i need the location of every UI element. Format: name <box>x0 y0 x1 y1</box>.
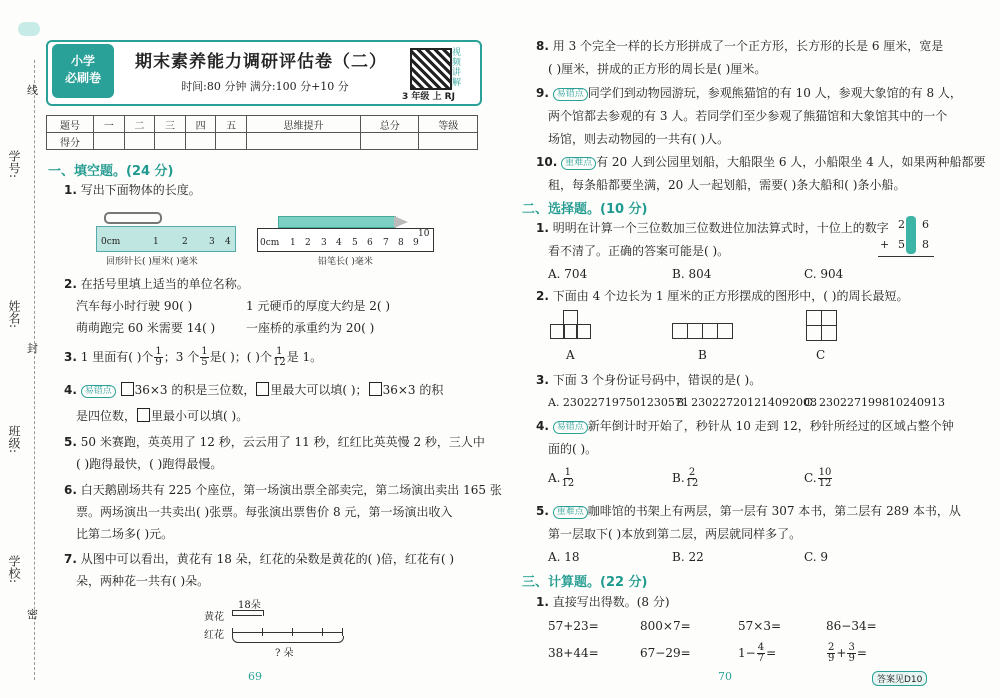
addition-digit: 5 <box>898 238 905 251</box>
binding-seal2-label: 密 <box>27 608 38 621</box>
question-text: 50 米赛跑，英英用了 12 秒，云云用了 11 秒，红红比英英慢 2 秒，三人中 <box>80 435 485 449</box>
blank-box[interactable] <box>137 408 150 422</box>
question-text: 在括号里填上适当的单位名称。 <box>80 277 249 291</box>
denominator: 9 <box>828 653 835 664</box>
score-input-cell[interactable] <box>155 133 186 150</box>
question-1 <box>64 182 201 198</box>
choice-3-option-c[interactable]: C. 230227199810240913 <box>804 396 945 409</box>
question-5-line2: ( )跑得最快，( )跑得最慢。 <box>76 457 223 471</box>
numerator: 4 <box>757 642 765 653</box>
score-row-label: 得分 <box>47 133 94 150</box>
calc-item: 57×3= <box>738 619 782 633</box>
student-id-label: 学号: <box>7 150 21 179</box>
numerator: 2 <box>688 467 696 478</box>
ruler-2-tick: 0cm <box>260 238 280 248</box>
choice-2 <box>536 288 908 304</box>
calc-text: = <box>856 646 867 660</box>
question-text: 新年倒计时开始了，秒针从 10 走到 12，秒针所经过的区域占整个钟 <box>587 419 954 433</box>
numerator: 1 <box>155 346 162 357</box>
question-number: 8. <box>536 39 549 53</box>
brand-badge-top: 小学 <box>70 54 95 68</box>
question-text: 写出下面物体的长度。 <box>80 183 201 197</box>
calc-question-1 <box>536 594 670 610</box>
q2-item-d: 一座桥的承重约为 20( ) <box>246 321 375 335</box>
question-5 <box>64 434 485 450</box>
blank-box[interactable] <box>369 382 382 396</box>
score-input-cell[interactable] <box>246 133 360 150</box>
question-number: 1. <box>536 595 549 609</box>
calc-text: = <box>766 646 777 660</box>
q2-item-c: 萌萌跑完 60 米需要 14( ) <box>76 321 216 335</box>
question-text: 同学们到动物园游玩，参观熊猫馆的有 10 人，参观大象馆的有 8 人， <box>587 86 962 100</box>
score-header-cell: 五 <box>216 116 247 133</box>
denominator: 12 <box>561 478 575 489</box>
class-label: 班级: <box>7 425 21 454</box>
addition-digit: 2 <box>898 218 905 231</box>
brand-badge <box>52 44 114 98</box>
ruler-2-tick: 1 <box>290 238 296 248</box>
figure-b-label[interactable]: B <box>698 348 707 362</box>
question-4 <box>64 382 443 398</box>
question-text: 明明在计算一个三位数加三位数进位加法算式时，十位上的数字 <box>552 221 889 235</box>
ruler-2-tick: 7 <box>383 238 389 248</box>
qr-label: 视频讲解 <box>452 48 462 88</box>
ruler-2-tick: 9 <box>413 238 419 248</box>
numerator: 3 <box>848 642 855 653</box>
ruler-1-tick: 4 <box>225 237 231 247</box>
calc-item: 86−34= <box>826 619 877 633</box>
error-prone-tag: 易错点 <box>553 88 588 101</box>
numerator: 1 <box>201 346 208 357</box>
score-table-header-row <box>47 116 478 133</box>
choice-1 <box>536 220 889 236</box>
choice-5-option-c[interactable]: C. 9 <box>804 550 829 564</box>
choice-1-line2: 看不清了。正确的答案可能是( )。 <box>548 244 730 258</box>
question-text: 下面 3 个身份证号码中，错误的是( )。 <box>552 373 762 387</box>
calc-text: + <box>836 646 847 660</box>
q3-text: 是( )；( )个 <box>209 350 272 364</box>
fraction <box>757 643 765 664</box>
question-number: 3. <box>64 350 77 364</box>
question-number: 3. <box>536 373 549 387</box>
question-text: 白天鹅剧场共有 225 个座位，第一场演出票全部卖完，第二场演出卖出 165 张 <box>80 483 502 497</box>
choice-5-line2: 第一层取下( )本放到第二层，两层就同样多了。 <box>548 527 802 541</box>
segment-tick <box>342 628 343 636</box>
unit-square <box>821 325 837 341</box>
page-number-right: 70 <box>718 670 732 683</box>
calc-text: 1− <box>738 646 756 660</box>
addition-plus: + <box>880 238 890 251</box>
unit-square <box>717 323 733 339</box>
error-prone-tag: 易错点 <box>81 385 116 398</box>
choice-4-option-b[interactable] <box>672 466 699 490</box>
q4-text: 36×3 的积是三位数， <box>134 383 256 397</box>
ruler-2-caption: 铅笔长( )毫米 <box>318 257 373 267</box>
unit-square <box>806 325 822 341</box>
figure-b <box>672 323 736 339</box>
question-number: 4. <box>536 419 549 433</box>
choice-4-line2: 面的( )。 <box>548 442 598 456</box>
segment-tick <box>262 628 263 636</box>
score-input-cell[interactable] <box>419 133 478 150</box>
ruler-1-tick: 1 <box>153 237 159 247</box>
unit-square <box>563 310 578 325</box>
score-header-cell: 三 <box>155 116 186 133</box>
question-8 <box>536 38 943 54</box>
figure-a <box>550 310 590 342</box>
choice-1-option-c[interactable]: C. 904 <box>804 267 844 281</box>
q2-item-b: 1 元硬币的厚度大约是 2( ) <box>246 299 391 313</box>
answer-reference[interactable]: 答案见D10 <box>872 671 927 686</box>
question-6-line3: 比第二场多( )元。 <box>76 527 174 541</box>
q3-text: 是 1。 <box>286 350 323 364</box>
grade-label: 3 年级 上 RJ <box>402 92 455 102</box>
calc-item: 57+23= <box>548 619 599 633</box>
fraction <box>827 643 835 664</box>
red-segment <box>232 632 342 633</box>
calc-item <box>738 641 776 665</box>
question-9-line2: 两个馆都去参观的有 3 人。若同学们至少参观了熊猫馆和大象馆其中的一个 <box>548 109 948 123</box>
paperclip-icon <box>104 212 162 224</box>
choice-4 <box>536 418 954 434</box>
score-header-cell: 四 <box>185 116 216 133</box>
question-7-line2: 朵，两种花一共有( )朵。 <box>76 574 210 588</box>
denominator: 5 <box>201 357 208 368</box>
question-2 <box>64 276 249 292</box>
choice-5-option-b[interactable]: B. 22 <box>672 550 704 564</box>
fraction <box>818 468 833 489</box>
score-header-cell: 总分 <box>361 116 419 133</box>
question-number: 5. <box>64 435 77 449</box>
choice-1-option-a[interactable]: A. 704 <box>548 267 588 281</box>
q3-text: 1 里面有( )个 <box>80 350 154 364</box>
fraction <box>273 347 286 368</box>
choice-3 <box>536 372 761 388</box>
denominator: 7 <box>757 653 765 664</box>
question-text: 咖啡馆的书架上有两层，第一层有 307 本书，第二层有 289 本书，从 <box>587 504 961 518</box>
ruler-1-tick: 2 <box>182 237 188 247</box>
question-number: 2. <box>64 277 77 291</box>
qr-code-icon[interactable] <box>410 48 452 90</box>
question-text: 从图中可以看出，黄花有 18 朵，红花的朵数是黄花的( )倍，红花有( ) <box>80 552 455 566</box>
ruler-2-tick: 3 <box>321 238 327 248</box>
question-text: 用 3 个完全一样的长方形拼成了一个正方形，长方形的长是 6 厘米，宽是 <box>552 39 944 53</box>
ruler-1 <box>96 226 236 252</box>
blank-box[interactable] <box>256 382 269 396</box>
calc-item: 67−29= <box>640 646 691 660</box>
denominator: 12 <box>685 478 699 489</box>
unit-square <box>672 323 688 339</box>
ruler-2 <box>257 228 434 252</box>
ink-blot-icon <box>906 216 916 254</box>
ruler-2-tick: 5 <box>352 238 358 248</box>
choice-4-option-a[interactable] <box>548 466 575 490</box>
denominator: 9 <box>848 653 855 664</box>
score-input-cell[interactable] <box>185 133 216 150</box>
section-3-heading: 三、计算题。(22 分) <box>522 575 648 590</box>
ruler-2-tick: 10 <box>418 229 430 239</box>
q3-text: ；3 个 <box>163 350 200 364</box>
score-input-cell[interactable] <box>94 133 125 150</box>
numerator: 10 <box>818 467 832 478</box>
pencil-icon <box>278 216 396 228</box>
fraction <box>200 347 208 368</box>
unit-square <box>806 310 822 326</box>
diagram-question-label: ? 朵 <box>275 648 294 659</box>
score-header-cell: 题号 <box>47 116 94 133</box>
question-7 <box>64 551 454 567</box>
question-6 <box>64 482 502 498</box>
denominator: 12 <box>272 357 286 368</box>
q4-text: 是四位数， <box>76 409 137 423</box>
fraction <box>154 347 162 368</box>
ruler-1-tick: 0cm <box>101 237 121 247</box>
ruler-2-tick: 4 <box>336 238 342 248</box>
q4-text: 里最大可以填( )； <box>270 383 368 397</box>
question-number: 1. <box>64 183 77 197</box>
mascot-icon <box>18 22 40 36</box>
denominator: 9 <box>155 357 162 368</box>
ruler-2-tick: 8 <box>398 238 404 248</box>
school-label: 学校: <box>7 555 21 584</box>
brand-badge-bottom: 必刷卷 <box>64 71 101 85</box>
question-6-line2: 票。两场演出一共卖出( )张票。每张演出票售价 8 元，第一场演出收入 <box>76 505 453 519</box>
name-label: 姓名: <box>7 300 21 329</box>
unit-square <box>576 324 591 339</box>
fraction <box>686 468 699 489</box>
score-header-cell: 等级 <box>419 116 478 133</box>
choice-3-option-b[interactable]: B. 230227201214092008 <box>676 396 818 409</box>
segment-tick <box>292 628 293 636</box>
unit-square <box>702 323 718 339</box>
diagram-brace-bottom <box>232 636 344 643</box>
calc-item: 38+44= <box>548 646 599 660</box>
section-1-heading: 一、填空题。(24 分) <box>48 164 174 179</box>
choice-4-option-c[interactable] <box>804 466 833 490</box>
unit-square <box>821 310 837 326</box>
question-number: 1. <box>536 221 549 235</box>
page-title: 期末素养能力调研评估卷（二） <box>135 52 387 72</box>
denominator: 12 <box>818 478 832 489</box>
diagram-top-label: 18朵 <box>238 600 261 611</box>
question-10-line2: 租，每条船都要坐满，20 人一起划船，需要( )条大船和( )条小船。 <box>548 178 906 192</box>
q4-text: 里最小可以填( )。 <box>151 409 249 423</box>
question-3 <box>64 346 322 368</box>
numerator: 2 <box>828 642 835 653</box>
option-letter: A. <box>548 471 561 485</box>
ruler-2-tick: 2 <box>305 238 311 248</box>
segment-tick <box>322 628 323 636</box>
key-difficulty-tag: 重难点 <box>561 157 596 170</box>
addition-digit: 8 <box>922 238 929 251</box>
ruler-1-tick: 3 <box>209 237 215 247</box>
question-8-line2: ( )厘米，拼成的正方形的周长是( )厘米。 <box>548 62 767 76</box>
segment-tick <box>232 628 233 636</box>
score-header-cell: 二 <box>124 116 155 133</box>
pencil-tip-icon <box>394 216 408 228</box>
figure-a-label[interactable]: A <box>566 348 575 362</box>
question-9-line3: 场馆，则去动物园的一共有( )人。 <box>548 132 730 146</box>
score-table-row <box>47 133 478 150</box>
yellow-segment <box>232 615 262 616</box>
numerator: 1 <box>564 467 572 478</box>
question-number: 7. <box>64 552 77 566</box>
option-letter: B. <box>672 471 685 485</box>
choice-1-option-b[interactable]: B. 804 <box>672 267 712 281</box>
addition-line <box>878 256 934 257</box>
score-input-cell[interactable] <box>216 133 247 150</box>
fraction <box>561 468 574 489</box>
section-2-heading: 二、选择题。(10 分) <box>522 202 648 217</box>
calc-item <box>826 641 867 665</box>
error-prone-tag: 易错点 <box>553 421 588 434</box>
score-header-cell: 一 <box>94 116 125 133</box>
score-input-cell[interactable] <box>124 133 155 150</box>
key-difficulty-tag: 重难点 <box>553 506 588 519</box>
question-text: 有 20 人到公园里划船，大船限坐 6 人，小船限坐 4 人，如果两种船都要 <box>596 155 986 169</box>
question-number: 6. <box>64 483 77 497</box>
addition-digit: 6 <box>922 218 929 231</box>
question-9 <box>536 85 962 101</box>
question-number: 4. <box>64 383 77 397</box>
question-number: 5. <box>536 504 549 518</box>
question-text: 直接写出得数。(8 分) <box>552 595 670 609</box>
numerator: 1 <box>276 346 283 357</box>
binding-line-label: 线 <box>27 84 38 97</box>
option-letter: C. <box>804 471 817 485</box>
question-text: 下面由 4 个边长为 1 厘米的正方形摆成的图形中，( )的周长最短。 <box>552 289 909 303</box>
score-input-cell[interactable] <box>361 133 419 150</box>
calc-item: 800×7= <box>640 619 691 633</box>
diagram-yellow-label: 黄花 <box>204 612 224 623</box>
q2-item-a: 汽车每小时行驶 90( ) <box>76 299 193 313</box>
question-number: 10. <box>536 155 558 169</box>
blank-box[interactable] <box>121 382 134 396</box>
time-info: 时间:80 分钟 满分:100 分+10 分 <box>181 80 349 93</box>
figure-c <box>806 310 838 342</box>
choice-3-option-a[interactable]: A. 230227197501230571 <box>548 396 689 409</box>
choice-5 <box>536 503 961 519</box>
question-number: 9. <box>536 86 549 100</box>
choice-5-option-a[interactable]: A. 18 <box>548 550 580 564</box>
binding-dashed-line <box>34 60 35 680</box>
question-number: 2. <box>536 289 549 303</box>
binding-seal-label: 封 <box>27 342 38 355</box>
question-10 <box>536 154 986 170</box>
diagram-red-label: 红花 <box>204 630 224 641</box>
question-4-line2 <box>76 408 248 424</box>
page-number-left: 69 <box>248 670 262 683</box>
ruler-2-tick: 6 <box>367 238 373 248</box>
ruler-1-caption: 回形针长( )厘米( )毫米 <box>106 257 198 267</box>
fraction <box>847 643 855 664</box>
score-header-cell: 思维提升 <box>246 116 360 133</box>
figure-c-label[interactable]: C <box>816 348 826 362</box>
score-table <box>46 115 478 150</box>
q4-text: 36×3 的积 <box>382 383 444 397</box>
unit-square <box>687 323 703 339</box>
